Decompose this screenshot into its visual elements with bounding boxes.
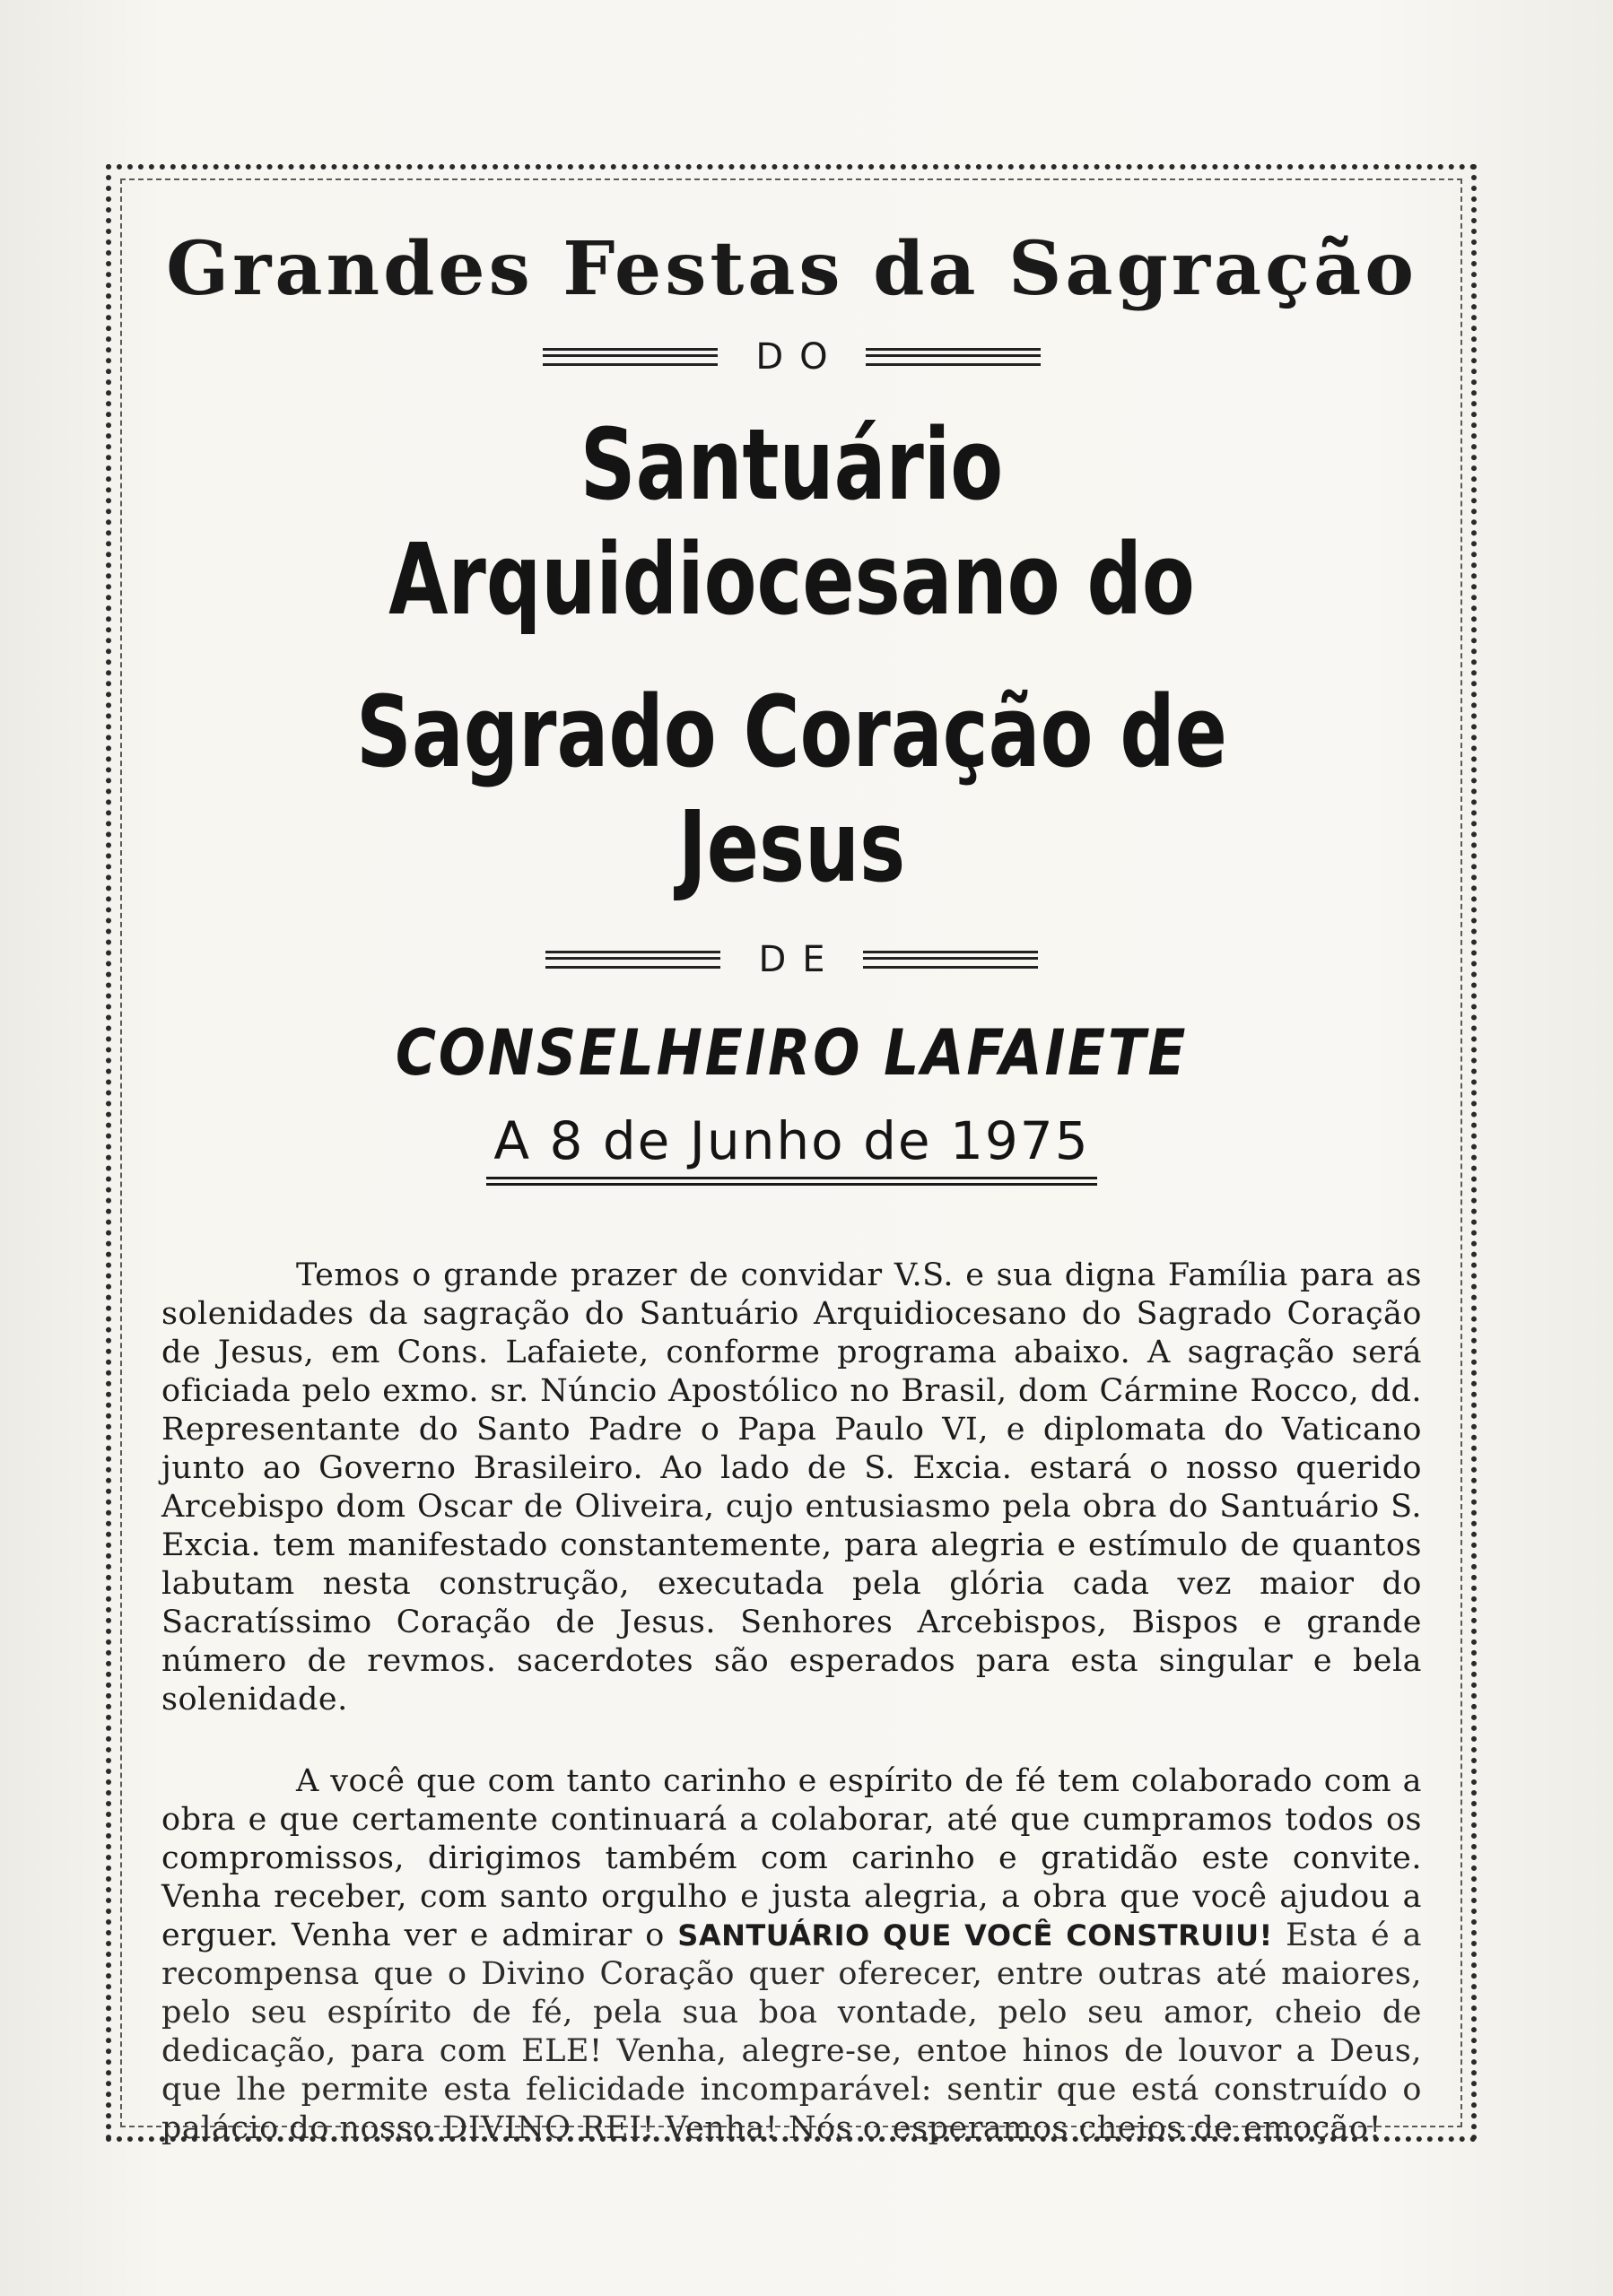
ornamental-rule-right (863, 951, 1038, 969)
city-name: CONSELHEIRO LAFAIETE (395, 1016, 1189, 1090)
invitation-paragraph-1: Temos o grande prazer de convidar V.S. e sua digna Família para as solenidades da sagração do Santuário Arquidiocesano do Sagrado Coração de Jesus, em Cons. Lafaiete, conforme programa abaixo. A sagração será oficiada pelo exmo. sr. Núncio Apostólico no Brasil, dom Cármine Rocco, dd. Representante do Santo Padre o Papa Paulo VI, e diplomata do Vaticano junto ao Governo Brasileiro. Ao lado de S. Excia. estará o nosso querido Arcebispo dom Oscar de Oliveira, cujo entusiasmo pela obra do Santuário S. Excia. tem manifestado constantemente, para alegria e estímulo de quantos labutam nesta construção, executada pela glória cada vez maior do Sacratíssimo Coração de Jesus. Senhores Arcebispos, Bispos e grande número de revmos. sacerdotes são esperados para esta singular e bela solenidade. (161, 1257, 1422, 1718)
paragraph-2-emphasis: SANTUÁRIO QUE VOCÊ CONSTRUIU! (677, 1918, 1273, 1952)
connector-do (161, 337, 1422, 377)
heading-santuario: Santuário Arquidiocesano do (388, 407, 1195, 637)
paragraph-2-text-end: Esta é a recompensa que o Divino Coração quer oferecer, entre outras até maiores, pelo seu espírito de fé, pela sua boa vontade, pelo seu amor, cheio de dedicação, para com ELE! Venha, alegre-se, entoe hinos de louvor a Deus, que lhe permite esta felicidade incomparável: sentir que está construído o palácio do nosso DIVINO REI! Venha! Nós o esperamos cheios de emoção! (161, 1918, 1423, 2146)
invitation-paragraph-2 (161, 1762, 1422, 2148)
connector-word-de: DE (758, 939, 841, 980)
connector-de (161, 940, 1422, 979)
paragraph-2-text-start: A você que com tanto carinho e espírito de fé tem colaborado com a obra e que certamente continuará a colaborar, até que cumpramos todos os compromissos, dirigimos também com carinho e gratidão este convite. Venha receber, com santo orgulho e justa alegria, a obra que você ajudou a erguer. Venha ver e admirar o (161, 1763, 1422, 1953)
ornamental-rule-right (866, 348, 1041, 366)
heading-festas: Grandes Festas da Sagração (166, 226, 1417, 312)
ornamental-rule-left (543, 348, 718, 366)
ornamental-rule-left (545, 951, 720, 969)
heading-sagrado-coracao: Sagrado Coração de Jesus (356, 674, 1227, 904)
connector-word-do: DO (755, 336, 844, 378)
event-date: A 8 de Junho de 1975 (486, 1110, 1096, 1179)
invitation-content (161, 206, 1422, 2148)
date-block (161, 1110, 1422, 1179)
